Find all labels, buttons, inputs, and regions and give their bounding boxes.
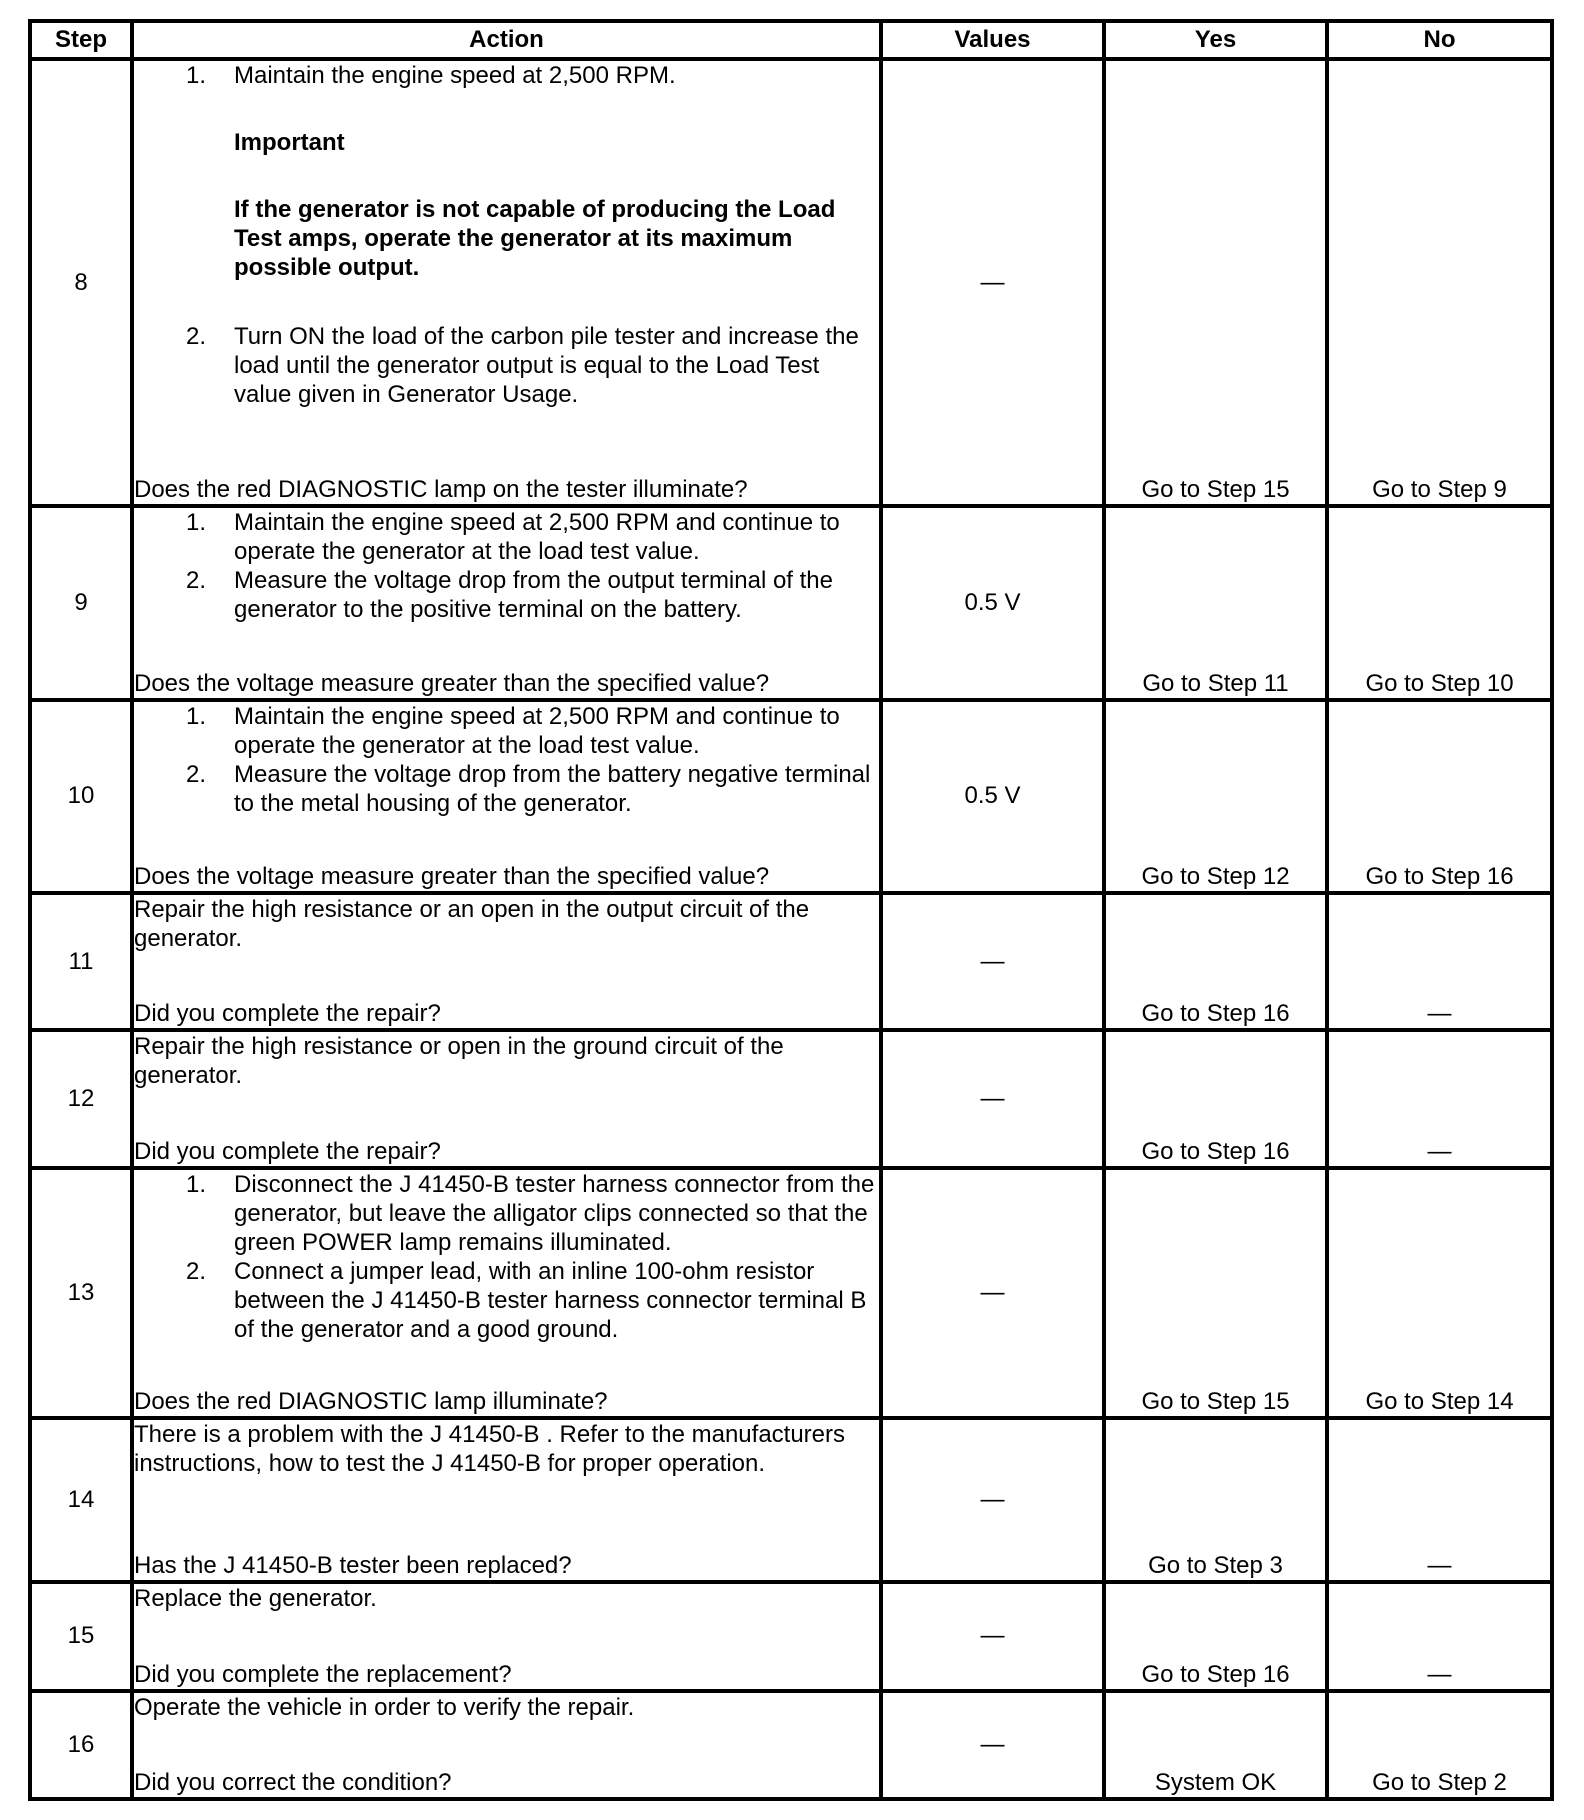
- action-cell: [132, 1691, 881, 1799]
- no-cell: Go to Step 10: [1327, 506, 1552, 700]
- item-text: Measure the voltage drop from the battery negative terminal to the metal housing of the generator.: [234, 760, 871, 817]
- no-cell: —: [1327, 1030, 1552, 1167]
- no-cell: —: [1327, 1582, 1552, 1690]
- step-number: 14: [30, 1418, 132, 1583]
- action-cell: [132, 700, 881, 894]
- action-text: Operate the vehicle in order to verify the repair.: [134, 1693, 635, 1721]
- question-text: Does the voltage measure greater than the specified value?: [134, 669, 770, 697]
- item-number: 2.: [185, 323, 206, 350]
- table-row: [30, 1030, 1552, 1167]
- yes-cell: Go to Step 16: [1104, 1030, 1327, 1167]
- yes-cell: Go to Step 15: [1104, 59, 1327, 506]
- list-item: [134, 61, 879, 90]
- values-cell: —: [881, 1691, 1104, 1799]
- action-cell: [132, 893, 881, 1030]
- item-text: Measure the voltage drop from the output terminal of the generator to the positive terminal on the battery.: [234, 567, 834, 624]
- important-title: Important: [234, 129, 345, 156]
- values-cell: —: [881, 1168, 1104, 1418]
- yes-cell: Go to Step 11: [1104, 506, 1327, 700]
- question-text: Did you complete the replacement?: [134, 1660, 512, 1688]
- list-item: [134, 702, 879, 760]
- action-text: Repair the high resistance or an open in the output circuit of the generator.: [134, 896, 810, 953]
- item-text: Maintain the engine speed at 2,500 RPM and continue to operate the generator at the load test value.: [234, 509, 840, 566]
- table-row: [30, 1582, 1552, 1690]
- action-cell: [132, 1030, 881, 1167]
- list-item: [134, 760, 879, 818]
- table-row: [30, 893, 1552, 1030]
- question-text: Does the voltage measure greater than the specified value?: [134, 863, 770, 891]
- yes-cell: Go to Step 16: [1104, 1582, 1327, 1690]
- step-number: 13: [30, 1168, 132, 1418]
- action-cell: [132, 506, 881, 700]
- step-number: 11: [30, 893, 132, 1030]
- action-text: Repair the high resistance or open in the ground circuit of the generator.: [134, 1033, 784, 1090]
- action-text: There is a problem with the J 41450-B . Refer to the manufacturers instructions, how to test the J 41450-B for proper operation.: [134, 1420, 846, 1477]
- item-text: Connect a jumper lead, with an inline 100-ohm resistor between the J 41450-B tester harness connector terminal B of the generator and a good ground.: [234, 1257, 867, 1343]
- step-number: 15: [30, 1582, 132, 1690]
- step-number: 16: [30, 1691, 132, 1799]
- step-number: 8: [30, 59, 132, 506]
- table-row: [30, 1168, 1552, 1418]
- list-item: [134, 1170, 879, 1257]
- action-cell: [132, 1168, 881, 1418]
- table-row: [30, 59, 1552, 506]
- step-number: 9: [30, 506, 132, 700]
- header-row: [30, 21, 1552, 59]
- values-cell: —: [881, 893, 1104, 1030]
- header-values: Values: [881, 21, 1104, 59]
- item-text: Maintain the engine speed at 2,500 RPM and continue to operate the generator at the load test value.: [234, 702, 840, 759]
- item-number: 1.: [185, 509, 206, 537]
- item-text: Disconnect the J 41450-B tester harness connector from the generator, but leave the alligator clips connected so that the green POWER lamp remains illuminated.: [234, 1170, 875, 1256]
- yes-cell: System OK: [1104, 1691, 1327, 1799]
- action-cell: [132, 1582, 881, 1690]
- values-cell: —: [881, 1030, 1104, 1167]
- question-text: Did you correct the condition?: [134, 1769, 452, 1796]
- item-number: 1.: [185, 1170, 206, 1198]
- header-yes: Yes: [1104, 21, 1327, 59]
- header-step: Step: [30, 21, 132, 59]
- header-no: No: [1327, 21, 1552, 59]
- item-number: 2.: [185, 567, 206, 595]
- table-row: [30, 1418, 1552, 1583]
- no-cell: Go to Step 14: [1327, 1168, 1552, 1418]
- yes-cell: Go to Step 16: [1104, 893, 1327, 1030]
- no-cell: —: [1327, 893, 1552, 1030]
- important-text: If the generator is not capable of producing the Load Test amps, operate the generator at its maximum possible output.: [234, 196, 836, 281]
- list-item: [134, 1257, 879, 1344]
- question-text: Does the red DIAGNOSTIC lamp on the tester illuminate?: [134, 476, 748, 504]
- table-row: [30, 506, 1552, 700]
- important-note: [134, 128, 879, 282]
- action-cell: [132, 1418, 881, 1583]
- action-cell: [132, 59, 881, 506]
- values-cell: —: [881, 1582, 1104, 1690]
- item-number: 2.: [185, 1257, 206, 1285]
- step-number: 12: [30, 1030, 132, 1167]
- yes-cell: Go to Step 12: [1104, 700, 1327, 894]
- list-item: [134, 508, 879, 566]
- item-number: 1.: [185, 62, 206, 89]
- action-text: Replace the generator.: [134, 1585, 377, 1613]
- no-cell: Go to Step 16: [1327, 700, 1552, 894]
- header-action: Action: [132, 21, 881, 59]
- item-text: Maintain the engine speed at 2,500 RPM.: [234, 62, 676, 89]
- values-cell: 0.5 V: [881, 700, 1104, 894]
- yes-cell: Go to Step 15: [1104, 1168, 1327, 1418]
- no-cell: Go to Step 2: [1327, 1691, 1552, 1799]
- question-text: Did you complete the repair?: [134, 1137, 441, 1165]
- no-cell: —: [1327, 1418, 1552, 1583]
- values-cell: 0.5 V: [881, 506, 1104, 700]
- yes-cell: Go to Step 3: [1104, 1418, 1327, 1583]
- values-cell: —: [881, 59, 1104, 506]
- question-text: Did you complete the repair?: [134, 1000, 441, 1028]
- table-row: [30, 1691, 1552, 1799]
- values-cell: —: [881, 1418, 1104, 1583]
- question-text: Does the red DIAGNOSTIC lamp illuminate?: [134, 1387, 608, 1415]
- list-item: [134, 566, 879, 624]
- diagnostic-table: [28, 19, 1554, 1801]
- step-number: 10: [30, 700, 132, 894]
- item-number: 2.: [185, 760, 206, 788]
- table-row: [30, 700, 1552, 894]
- list-item: [134, 322, 879, 409]
- item-number: 1.: [185, 702, 206, 730]
- item-text: Turn ON the load of the carbon pile tester and increase the load until the generator output is equal to the Load Test value given in Generator Usage.: [234, 323, 859, 408]
- no-cell: Go to Step 9: [1327, 59, 1552, 506]
- question-text: Has the J 41450-B tester been replaced?: [134, 1552, 572, 1580]
